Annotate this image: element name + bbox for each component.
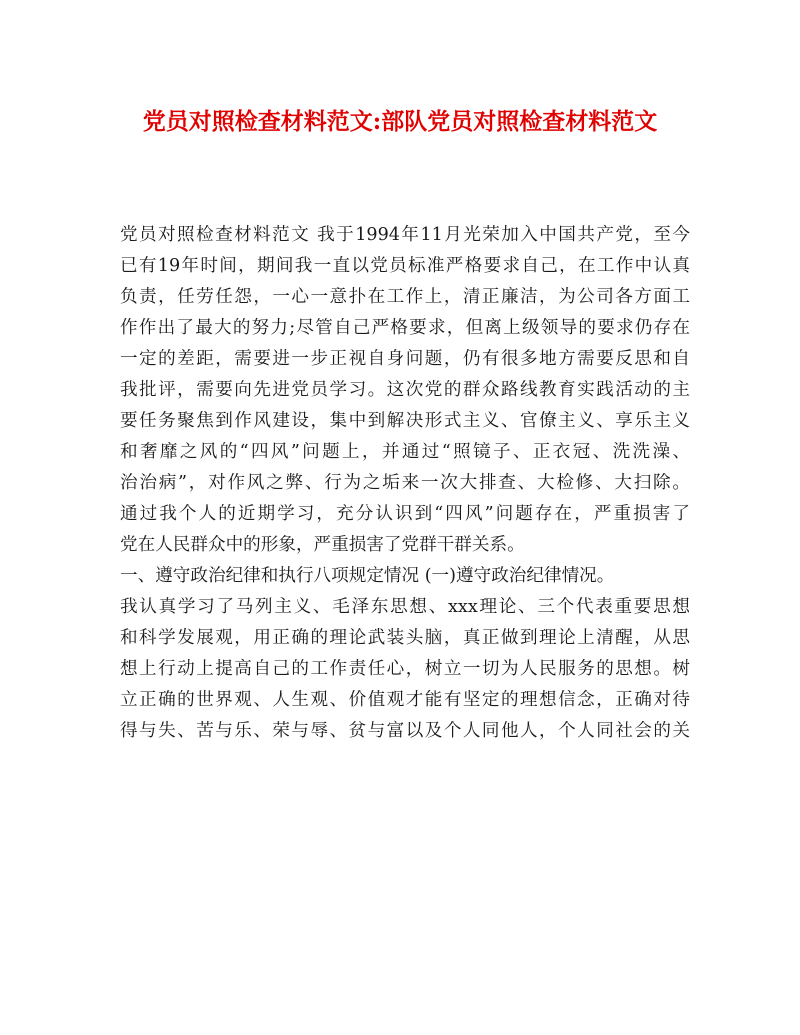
- body-line: 得与失、苦与乐、荣与辱、贫与富以及个人同他人，个人同社会的关: [120, 721, 690, 741]
- body-line: 已有19年时间，期间我一直以党员标准严格要求自己，在工作中认真: [120, 256, 690, 276]
- body-line: 党在人民群众中的形象，严重损害了党群干群关系。: [120, 535, 525, 555]
- body-line: 和奢靡之风的“四风”问题上，并通过“照镜子、正衣冠、洗洗澡、: [120, 442, 690, 462]
- body-line: 我批评，需要向先进党员学习。这次党的群众路线教育实践活动的主: [120, 380, 690, 400]
- body-line: 想上行动上提高自己的工作责任心，树立一切为人民服务的思想。树: [120, 659, 690, 679]
- body-line: 通过我个人的近期学习，充分认识到“四风”问题存在，严重损害了: [120, 504, 690, 524]
- body-line: 一定的差距，需要进一步正视自身问题，仍有很多地方需要反思和自: [120, 349, 690, 369]
- body-line: 我认真学习了马列主义、毛泽东思想、xxx理论、三个代表重要思想: [120, 597, 690, 617]
- body-line: 立正确的世界观、人生观、价值观才能有坚定的理想信念，正确对待: [120, 690, 690, 710]
- document-title: 党员对照检查材料范文:部队党员对照检查材料范文: [142, 108, 658, 135]
- section-heading: 一、遵守政治纪律和执行八项规定情况 (一)遵守政治纪律情况。: [120, 566, 615, 586]
- document-body: [120, 220, 690, 747]
- body-line: 负责，任劳任怨，一心一意扑在工作上，清正廉洁，为公司各方面工: [120, 287, 690, 307]
- body-line: 治治病”，对作风之弊、行为之垢来一次大排查、大检修、大扫除。: [120, 473, 690, 493]
- body-line: 党员对照检查材料范文 我于1994年11月光荣加入中国共产党，至今: [120, 225, 690, 245]
- body-line: 要任务聚焦到作风建设，集中到解决形式主义、官僚主义、享乐主义: [120, 411, 690, 431]
- body-line: 和科学发展观，用正确的理论武装头脑，真正做到理论上清醒，从思: [120, 628, 690, 648]
- body-line: 作作出了最大的努力;尽管自己严格要求，但离上级领导的要求仍存在: [120, 318, 690, 338]
